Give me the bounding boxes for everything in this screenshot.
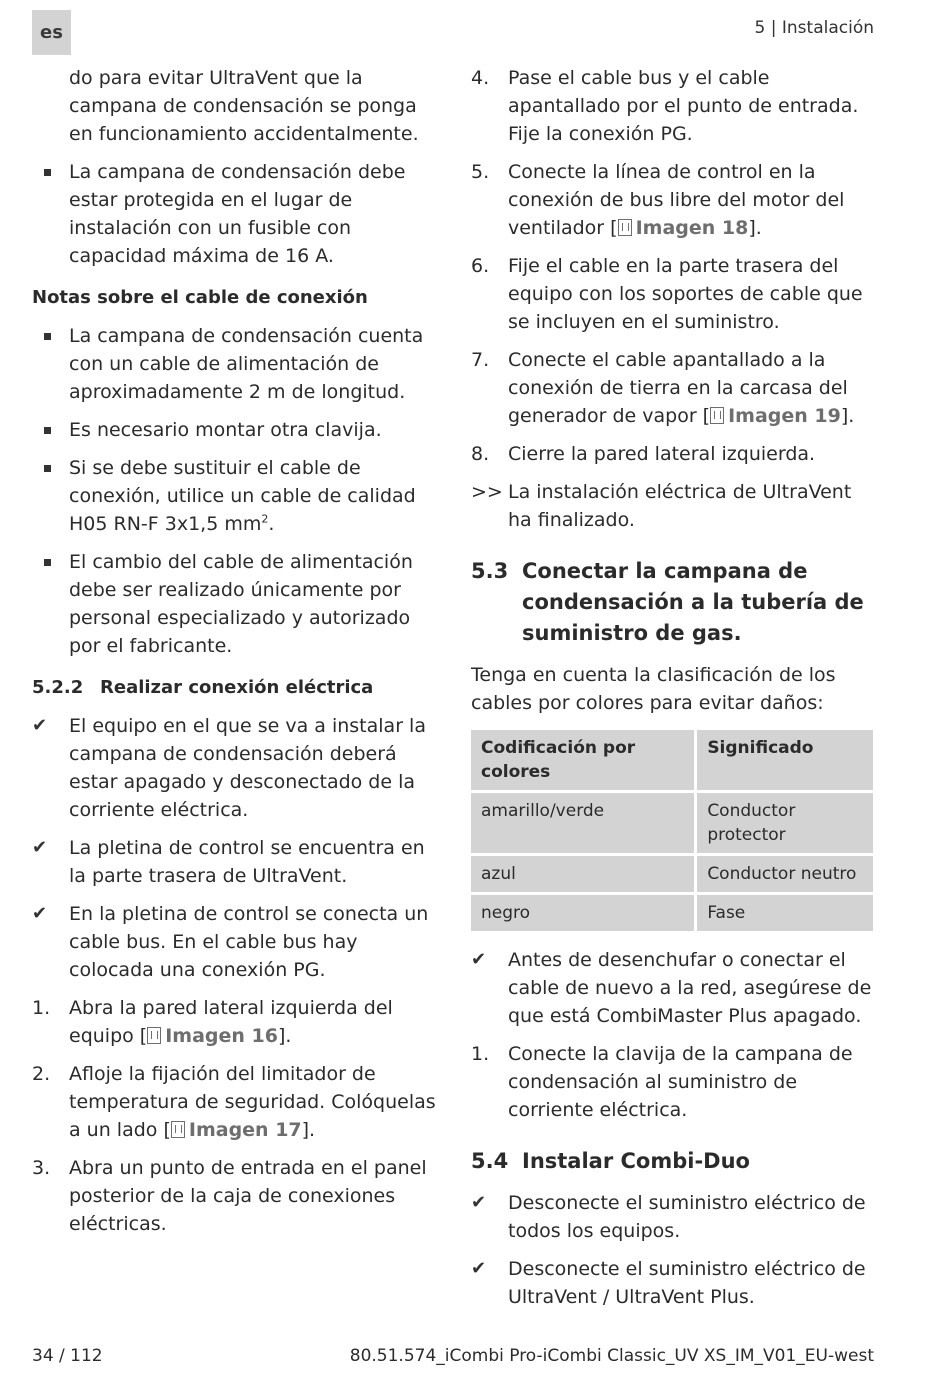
prerequisite-item: ✔ Desconecte el suministro eléctrico de todos los equipos. xyxy=(471,1189,876,1245)
step-number: 2. xyxy=(32,1063,51,1085)
prerequisite-item: ✔ En la pletina de control se conecta un cable bus. En el cable bus hay colocada una conexión PG. xyxy=(32,900,437,984)
step-number: 1. xyxy=(471,1043,490,1065)
step-item: 2. Afloje la fijación del limitador de temperatura de seguridad. Colóquelas a un lado [ Imagen 17]. xyxy=(32,1060,437,1144)
color-code-table xyxy=(468,727,876,934)
step-number: 5. xyxy=(471,161,490,183)
page-number: 34 / 112 xyxy=(32,1346,103,1366)
section-intro: Tenga en cuenta la clasificación de los cables por colores para evitar daños: xyxy=(471,664,836,714)
step-item: 4. Pase el cable bus y el cable apantallado por el punto de entrada. Fije la conexión PG. xyxy=(471,64,876,148)
list-item: La campana de condensación cuenta con un cable de alimentación de aproximadamente 2 m de longitud. xyxy=(32,322,437,406)
step-item: 1. Abra la pared lateral izquierda del equipo [ Imagen 16]. xyxy=(32,994,437,1050)
step-number: 4. xyxy=(471,67,490,89)
subsection-heading: 5.2.2 Realizar conexión eléctrica xyxy=(32,677,374,698)
step-item: 5. Conecte la línea de control en la conexión de bus libre del motor del ventilador [ Imagen 18]. xyxy=(471,158,876,242)
step-item: 8. Cierre la pared lateral izquierda. xyxy=(471,440,876,468)
step-number: 8. xyxy=(471,443,490,465)
list-item: Es necesario montar otra clavija. xyxy=(32,416,437,444)
left-column xyxy=(32,64,437,1248)
section-heading-5-4: 5.4 Instalar Combi-Duo xyxy=(471,1149,750,1173)
language-tab: es xyxy=(32,10,71,55)
checkmark-icon: ✔ xyxy=(471,1258,487,1279)
step-item: 6. Fije el cable en la parte trasera del equipo con los soportes de cable que se incluyen en el suministro. xyxy=(471,252,876,336)
image-reference-link[interactable]: Imagen 17 xyxy=(171,1119,302,1141)
step-number: 3. xyxy=(32,1157,51,1179)
image-reference-link[interactable]: Imagen 16 xyxy=(147,1025,278,1047)
checkmark-icon: ✔ xyxy=(471,1192,487,1213)
table-row: azul Conductor neutro xyxy=(471,856,873,892)
checkmark-icon: ✔ xyxy=(471,949,487,970)
table-row: amarillo/verde Conductor protector xyxy=(471,793,873,853)
prerequisite-item: ✔ La pletina de control se encuentra en la parte trasera de UltraVent. xyxy=(32,834,437,890)
prerequisite-item: ✔ El equipo en el que se va a instalar la campana de condensación deberá estar apagado y desconectado de la corriente eléctrica. xyxy=(32,712,437,824)
list-item: Si se debe sustituir el cable de conexión, utilice un cable de calidad H05 RN-F 3x1,5 $mm^2$. xyxy=(32,454,437,538)
checkmark-icon: ✔ xyxy=(32,715,48,736)
right-column xyxy=(471,64,876,1321)
figure-icon xyxy=(710,407,724,424)
table-header: Significado xyxy=(697,730,873,790)
running-header: 5 | Instalación xyxy=(754,18,874,38)
list-item: El cambio del cable de alimentación debe ser realizado únicamente por personal especializado y autorizado por el fabricante. xyxy=(32,548,437,660)
result-marker: >> xyxy=(471,481,503,503)
image-reference-link[interactable]: Imagen 18 xyxy=(618,217,749,239)
result-item: >> La instalación eléctrica de UltraVent ha finalizado. xyxy=(471,478,876,534)
figure-icon xyxy=(618,219,632,236)
list-item: La campana de condensación debe estar protegida en el lugar de instalación con un fusible con capacidad máxima de 16 A. xyxy=(32,158,437,270)
step-number: 7. xyxy=(471,349,490,371)
section-heading-5-3: 5.3 Conectar la campana de condensación a la tubería de suministro de gas. xyxy=(471,559,864,645)
step-number: 1. xyxy=(32,997,51,1019)
figure-icon xyxy=(171,1121,185,1138)
document-id: 80.51.574_iCombi Pro-iCombi Classic_UV XS_IM_V01_EU-west xyxy=(349,1346,874,1366)
table-row: negro Fase xyxy=(471,895,873,931)
prerequisite-item: ✔ Antes de desenchufar o conectar el cable de nuevo a la red, asegúrese de que está CombiMaster Plus apagado. xyxy=(471,946,876,1030)
prerequisite-item: ✔ Desconecte el suministro eléctrico de UltraVent / UltraVent Plus. xyxy=(471,1255,876,1311)
image-reference-link[interactable]: Imagen 19 xyxy=(710,405,841,427)
step-item: 1. Conecte la clavija de la campana de condensación al suministro de corriente eléctrica. xyxy=(471,1040,876,1124)
step-item: 3. Abra un punto de entrada en el panel posterior de la caja de conexiones eléctricas. xyxy=(32,1154,437,1238)
checkmark-icon: ✔ xyxy=(32,837,48,858)
checkmark-icon: ✔ xyxy=(32,903,48,924)
intro-continuation: do para evitar UltraVent que la campana de condensación se ponga en funcionamiento accidentalmente. xyxy=(69,67,419,145)
table-header: Codificación por colores xyxy=(471,730,694,790)
figure-icon xyxy=(147,1027,161,1044)
step-item: 7. Conecte el cable apantallado a la conexión de tierra en la carcasa del generador de vapor [ Imagen 19]. xyxy=(471,346,876,430)
notes-heading: Notas sobre el cable de conexión xyxy=(32,287,368,308)
step-number: 6. xyxy=(471,255,490,277)
